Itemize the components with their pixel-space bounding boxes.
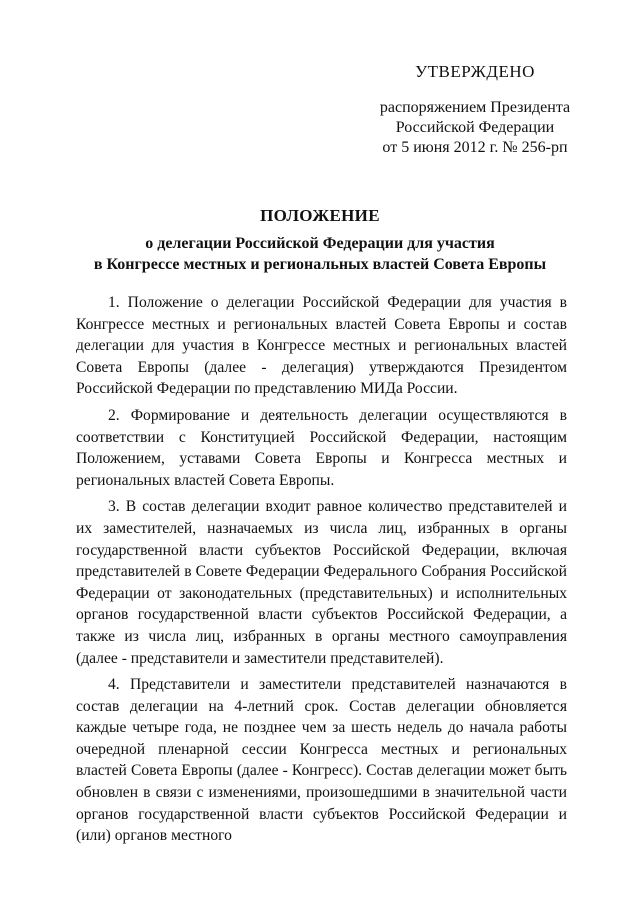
document-title: ПОЛОЖЕНИЕ — [260, 206, 380, 225]
approval-block — [360, 62, 590, 158]
paragraph-3: 3. В состав делегации входит равное количество представителей и их заместителей, назначаемых из числа лиц, избранных в органы государственной власти субъектов Российской Федерации, включая представителей в Совете Федерации Федерального Собрания Российской Федерации от законодательных (представительных) и исполнительных органов государственной власти субъектов Российской Федерации, а также из числа лиц, избранных в органы местного самоуправления (далее - представители и заместители представителей). — [76, 498, 567, 667]
document-subtitle-2: в Конгрессе местных и региональных властей Совета Европы — [93, 256, 547, 273]
paragraph-1: 1. Положение о делегации Российской Федерации для участия в Конгрессе местных и региональных властей Совета Европы и состав делегации для участия в Конгрессе местных и региональных властей Совета Европы (далее - делегация) утверждаются Президентом Российской Федерации по представлению МИДа России. — [76, 294, 567, 398]
paragraph-4: 4. Представители и заместители представителей назначаются в состав делегации на 4-летний срок. Состав делегации обновляется каждые четыре года, не позднее чем за шесть недель до начала работы очередной пленарной сессии Конгресса местных и региональных властей Совета Европы (далее - Конгресс). Состав делегации может быть обновлен в связи с изменениями, произошедшими в значительной части органов государственной власти субъектов Российской Федерации и (или) органов местного — [76, 676, 567, 845]
document-subtitle-1: о делегации Российской Федерации для участия — [145, 235, 495, 252]
approval-stamp: УТВЕРЖДЕНО — [415, 62, 535, 81]
approval-line-2: Российской Федерации — [395, 119, 555, 136]
paragraph-2: 2. Формирование и деятельность делегации осуществляются в соответствии с Конституцией Российской Федерации, настоящим Положением, уставами Совета Европы и Конгресса местных и региональных властей Совета Европы. — [76, 406, 567, 489]
approval-line-3: от 5 июня 2012 г. № 256-рп — [382, 139, 568, 156]
document-heading — [60, 205, 580, 275]
document-body — [76, 292, 567, 852]
approval-line-1: распоряжением Президента — [379, 99, 571, 116]
